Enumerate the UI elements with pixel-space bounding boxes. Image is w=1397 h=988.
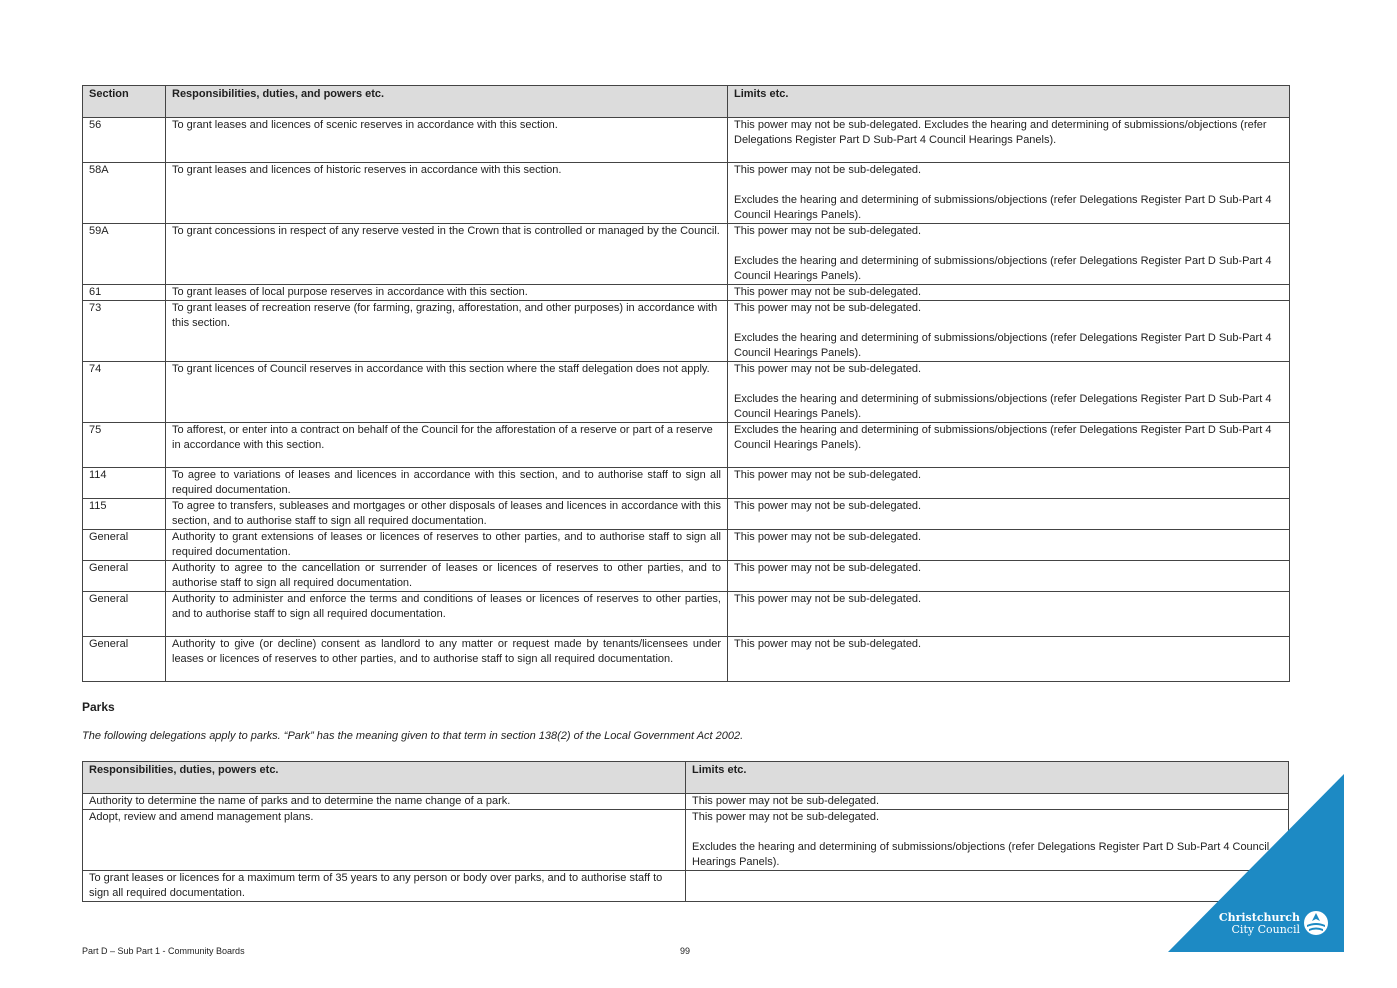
limits-text: Excludes the hearing and determining of submissions/objections (refer Delegations Register Part D Sub-Part 4 Council Hearings Panels). — [734, 424, 1272, 451]
limits-text: This power may not be sub-delegated. — [734, 638, 922, 650]
table-row — [83, 301, 1290, 362]
section-cell: General — [83, 637, 166, 682]
table-row — [83, 637, 1290, 682]
responsibility-text: To grant concessions in respect of any reserve vested in the Crown that is controlled or managed by the Council. — [172, 225, 720, 237]
limits-text: This power may not be sub-delegated. — [734, 286, 922, 298]
table-row — [83, 468, 1290, 499]
section-cell: General — [83, 561, 166, 592]
section-cell: General — [83, 530, 166, 561]
section-cell: 74 — [83, 362, 166, 423]
section-cell: 114 — [83, 468, 166, 499]
responsibility-text: To agree to transfers, subleases and mortgages or other disposals of leases and licences in accordance with this section, and to authorise staff to sign all required documentation. — [172, 500, 721, 527]
limits-text: This power may not be sub-delegated. — [692, 795, 880, 807]
section-cell: 115 — [83, 499, 166, 530]
responsibility-cell — [166, 499, 728, 530]
responsibility-cell — [166, 561, 728, 592]
section-cell: 59A — [83, 224, 166, 285]
table-row — [83, 810, 1289, 871]
limits-text: This power may not be sub-delegated. — [734, 531, 922, 543]
limits-cell — [728, 224, 1290, 285]
delegations-table — [82, 85, 1290, 682]
table-row — [83, 530, 1290, 561]
responsibility-cell — [166, 362, 728, 423]
responsibility-cell — [166, 637, 728, 682]
parks-heading: Parks — [82, 700, 115, 714]
responsibility-cell — [83, 871, 686, 902]
limits-text: This power may not be sub-delegated. Excludes the hearing and determining of submissions/objections (refer Delegations Register Part D Sub-Part 4 Council Hearings Panels). — [734, 119, 1267, 146]
limits-text: This power may not be sub-delegated. — [734, 363, 922, 375]
responsibility-cell — [166, 118, 728, 163]
limits-text: This power may not be sub-delegated. — [692, 811, 880, 823]
responsibility-cell — [166, 285, 728, 301]
limits-column-header: Limits etc. — [686, 762, 1289, 794]
responsibility-cell — [83, 794, 686, 810]
limits-cell — [728, 530, 1290, 561]
limits-cell — [728, 637, 1290, 682]
table-row — [83, 794, 1289, 810]
table-header-row — [83, 762, 1289, 794]
responsibility-text: Authority to determine the name of parks and to determine the name change of a park. — [89, 795, 511, 807]
logo-line-2: City Council — [1231, 923, 1300, 936]
responsibility-text: Adopt, review and amend management plans. — [89, 811, 314, 823]
limits-text: Excludes the hearing and determining of submissions/objections (refer Delegations Register Part D Sub-Part 4 Council Hearings Panels). — [734, 332, 1272, 359]
limits-cell — [728, 362, 1290, 423]
table-row — [83, 499, 1290, 530]
responsibility-cell — [166, 468, 728, 499]
limits-column-header: Limits etc. — [728, 86, 1290, 118]
responsibility-text: To afforest, or enter into a contract on behalf of the Council for the afforestation of a reserve or part of a reserve in accordance with this section. — [172, 424, 713, 451]
table-row — [83, 285, 1290, 301]
section-column-header: Section — [83, 86, 166, 118]
table-row — [83, 561, 1290, 592]
council-logo-wordmark — [1204, 912, 1300, 936]
responsibility-text: To agree to variations of leases and licences in accordance with this section, and to authorise staff to sign all required documentation. — [172, 469, 721, 496]
limits-cell — [728, 118, 1290, 163]
christchurch-logo-icon — [1303, 910, 1329, 936]
logo-line-1: Christchurch — [1218, 911, 1300, 924]
limits-cell — [728, 561, 1290, 592]
limits-cell — [728, 592, 1290, 637]
limits-text: This power may not be sub-delegated. — [734, 164, 922, 176]
limits-cell — [728, 499, 1290, 530]
responsibilities-column-header: Responsibilities, duties, powers etc. — [83, 762, 686, 794]
responsibility-cell — [83, 810, 686, 871]
table-row — [83, 163, 1290, 224]
section-cell: General — [83, 592, 166, 637]
responsibility-cell — [166, 530, 728, 561]
table-header-row — [83, 86, 1290, 118]
responsibility-text: To grant leases of local purpose reserves in accordance with this section. — [172, 286, 528, 298]
limits-text: This power may not be sub-delegated. — [734, 593, 922, 605]
responsibility-text: Authority to grant extensions of leases or licences of reserves to other parties, and to authorise staff to sign all required documentation. — [172, 531, 721, 558]
table-row — [83, 224, 1290, 285]
responsibility-cell — [166, 301, 728, 362]
limits-text: Excludes the hearing and determining of submissions/objections (refer Delegations Register Part D Sub-Part 4 Council Hearings Panels). — [692, 841, 1270, 868]
limits-text: Excludes the hearing and determining of submissions/objections (refer Delegations Register Part D Sub-Part 4 Council Hearings Panels). — [734, 255, 1272, 282]
table-row — [83, 118, 1290, 163]
section-cell: 58A — [83, 163, 166, 224]
table-row — [83, 592, 1290, 637]
table-row — [83, 362, 1290, 423]
limits-text: This power may not be sub-delegated. — [734, 302, 922, 314]
responsibility-text: Authority to agree to the cancellation or surrender of leases or licences of reserves to other parties, and to authorise staff to sign all required documentation. — [172, 562, 721, 589]
responsibility-text: To grant leases of recreation reserve (for farming, grazing, afforestation, and other purposes) in accordance with this section. — [172, 302, 718, 329]
responsibilities-column-header: Responsibilities, duties, and powers etc. — [166, 86, 728, 118]
parks-delegations-table — [82, 761, 1289, 902]
limits-text: Excludes the hearing and determining of submissions/objections (refer Delegations Register Part D Sub-Part 4 Council Hearings Panels). — [734, 194, 1272, 221]
responsibility-text: To grant licences of Council reserves in accordance with this section where the staff delegation does not apply. — [172, 363, 710, 375]
limits-cell — [728, 285, 1290, 301]
responsibility-text: To grant leases or licences for a maximum term of 35 years to any person or body over parks, and to authorise staff to sign all required documentation. — [89, 872, 663, 899]
limits-text: This power may not be sub-delegated. — [734, 562, 922, 574]
responsibility-cell — [166, 224, 728, 285]
limits-text: This power may not be sub-delegated. — [734, 225, 922, 237]
responsibility-text: To grant leases and licences of historic reserves in accordance with this section. — [172, 164, 562, 176]
limits-text: This power may not be sub-delegated. — [734, 500, 922, 512]
responsibility-cell — [166, 163, 728, 224]
section-cell: 61 — [83, 285, 166, 301]
responsibility-text: Authority to administer and enforce the terms and conditions of leases or licences of reserves to other parties, and to authorise staff to sign all required documentation. — [172, 593, 721, 620]
limits-cell — [728, 468, 1290, 499]
responsibility-cell — [166, 423, 728, 468]
section-cell: 75 — [83, 423, 166, 468]
section-cell: 56 — [83, 118, 166, 163]
section-cell: 73 — [83, 301, 166, 362]
limits-cell — [728, 423, 1290, 468]
footer-document-part: Part D – Sub Part 1 - Community Boards — [82, 946, 245, 956]
limits-cell — [728, 163, 1290, 224]
limits-text: Excludes the hearing and determining of submissions/objections (refer Delegations Register Part D Sub-Part 4 Council Hearings Panels). — [734, 393, 1272, 420]
responsibility-cell — [166, 592, 728, 637]
parks-intro-text: The following delegations apply to parks. “Park” has the meaning given to that term in section 138(2) of the Local Government Act 2002. — [82, 730, 744, 742]
table-row — [83, 871, 1289, 902]
responsibility-text: Authority to give (or decline) consent as landlord to any matter or request made by tenants/licensees under leases or licences of reserves to other parties, and to authorise staff to sign all required documentation. — [172, 638, 721, 665]
limits-text: This power may not be sub-delegated. — [734, 469, 922, 481]
limits-cell — [728, 301, 1290, 362]
footer-page-number: 99 — [680, 946, 691, 956]
table-row — [83, 423, 1290, 468]
responsibility-text: To grant leases and licences of scenic reserves in accordance with this section. — [172, 119, 558, 131]
